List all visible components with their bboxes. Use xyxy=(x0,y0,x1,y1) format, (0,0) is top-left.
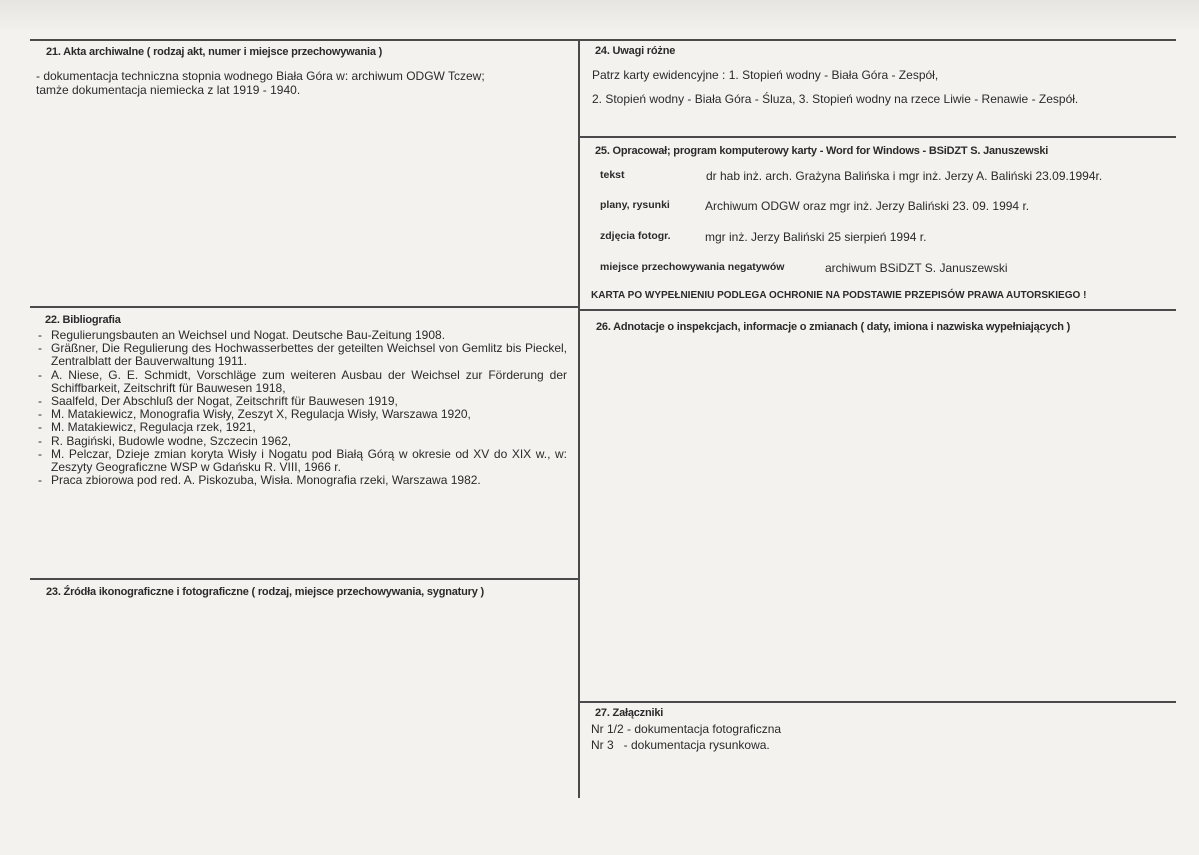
copyright-notice: KARTA PO WYPEŁNIENIU PODLEGA OCHRONIE NA PODSTAWIE PRZEPISÓW PRAWA AUTORSKIEGO ! xyxy=(591,290,1087,301)
credit-value: archiwum BSiDZT S. Januszewski xyxy=(825,261,1008,275)
rule-22-23 xyxy=(30,578,578,580)
section-21-line-1: - dokumentacja techniczna stopnia wodnego Biała Góra w: archiwum ODGW Tczew; xyxy=(36,69,485,83)
bibliography-item: - Praca zbiorowa pod red. A. Piskozuba, Wisła. Monografia rzeki, Warszawa 1982. xyxy=(38,474,567,487)
bibliography-item: - M. Matakiewicz, Monografia Wisły, Zeszyt X, Regulacja Wisły, Warszawa 1920, xyxy=(38,408,567,421)
bibliography-item: - A. Niese, G. E. Schmidt, Vorschläge zum weiteren Ausbau der Weichsel zur Förderung der Schiffbarkeit, Zeitschrift für Bauwesen 1918, xyxy=(38,369,567,395)
credit-row-photos xyxy=(600,228,671,242)
credit-label: zdjęcia fotogr. xyxy=(600,230,671,242)
section-25-heading: 25. Opracował; program komputerowy karty - Word for Windows - BSiDZT S. Januszewski xyxy=(595,145,1049,157)
section-23-iconographic-sources xyxy=(46,585,571,599)
section-26-inspection-notes xyxy=(596,320,1174,334)
credit-label: miejsce przechowywania negatywów xyxy=(600,261,785,273)
attachment-line-1: Nr 1/2 - dokumentacja fotograficzna xyxy=(591,722,782,736)
section-24-remarks xyxy=(592,44,1172,106)
column-divider xyxy=(578,39,580,798)
section-21-heading: 21. Akta archiwalne ( rodzaj akt, numer i miejsce przechowywania ) xyxy=(46,46,383,58)
section-27-attachments xyxy=(591,706,1171,752)
bibliography-item: - Regulierungsbauten an Weichsel und Nogat. Deutsche Bau-Zeitung 1908. xyxy=(38,329,567,342)
rule-24-25 xyxy=(579,136,1176,138)
bibliography-list xyxy=(38,329,567,487)
section-27-heading: 27. Załączniki xyxy=(595,707,664,719)
section-23-heading: 23. Źródła ikonograficzne i fotograficzne ( rodzaj, miejsce przechowywania, sygnatury ) xyxy=(46,586,484,598)
section-21-archival-files xyxy=(36,45,570,97)
top-strip xyxy=(0,0,1199,30)
bibliography-item: - M. Matakiewicz, Regulacja rzek, 1921, xyxy=(38,421,567,434)
credit-row-negatives xyxy=(600,259,784,273)
credit-label: plany, rysunki xyxy=(600,199,670,211)
attachment-line-2: Nr 3 - dokumentacja rysunkowa. xyxy=(591,738,770,752)
credit-value: dr hab inż. arch. Grażyna Balińska i mgr inż. Jerzy A. Baliński 23.09.1994r. xyxy=(706,169,1103,183)
bibliography-item: - M. Pelczar, Dzieje zmian koryta Wisły i Nogatu pod Białą Górą w okresie od XV do XIX w., w: Zeszyty Geograficzne WSP w Gdańsku R. VIII, 1966 r. xyxy=(38,448,567,474)
credit-row-plans xyxy=(600,197,670,211)
top-rule xyxy=(30,39,1176,41)
bibliography-item: - R. Bagiński, Budowle wodne, Szczecin 1962, xyxy=(38,435,567,448)
section-24-line-1: Patrz karty ewidencyjne : 1. Stopień wodny - Biała Góra - Zespół, xyxy=(592,68,939,82)
section-24-line-2: 2. Stopień wodny - Biała Góra - Śluza, 3. Stopień wodny na rzece Liwie - Renawie - Zespół. xyxy=(592,92,1079,106)
rule-25-26 xyxy=(579,309,1176,311)
section-22-bibliography xyxy=(38,313,567,487)
section-22-heading: 22. Bibliografia xyxy=(45,314,121,326)
credit-label: tekst xyxy=(600,169,625,181)
bibliography-item: - Gräßner, Die Regulierung des Hochwasserbettes der geteilten Weichsel von Gemlitz bis Pieckel, Zentralblatt der Bauverwaltung 1911. xyxy=(38,342,567,368)
credit-value: mgr inż. Jerzy Baliński 25 sierpień 1994 r. xyxy=(705,230,927,244)
rule-21-22 xyxy=(30,306,578,308)
bibliography-item: - Saalfeld, Der Abschluß der Nogat, Zeitschrift für Bauwesen 1919, xyxy=(38,395,567,408)
credit-row-text xyxy=(600,167,625,181)
section-24-heading: 24. Uwagi różne xyxy=(595,45,676,57)
section-21-line-2: tamże dokumentacja niemiecka z lat 1919 - 1940. xyxy=(36,83,301,97)
credit-value: Archiwum ODGW oraz mgr inż. Jerzy Baliński 23. 09. 1994 r. xyxy=(705,199,1030,213)
rule-26-27 xyxy=(579,701,1176,703)
section-26-heading: 26. Adnotacje o inspekcjach, informacje o zmianach ( daty, imiona i nazwiska wypełniających ) xyxy=(596,321,1071,333)
